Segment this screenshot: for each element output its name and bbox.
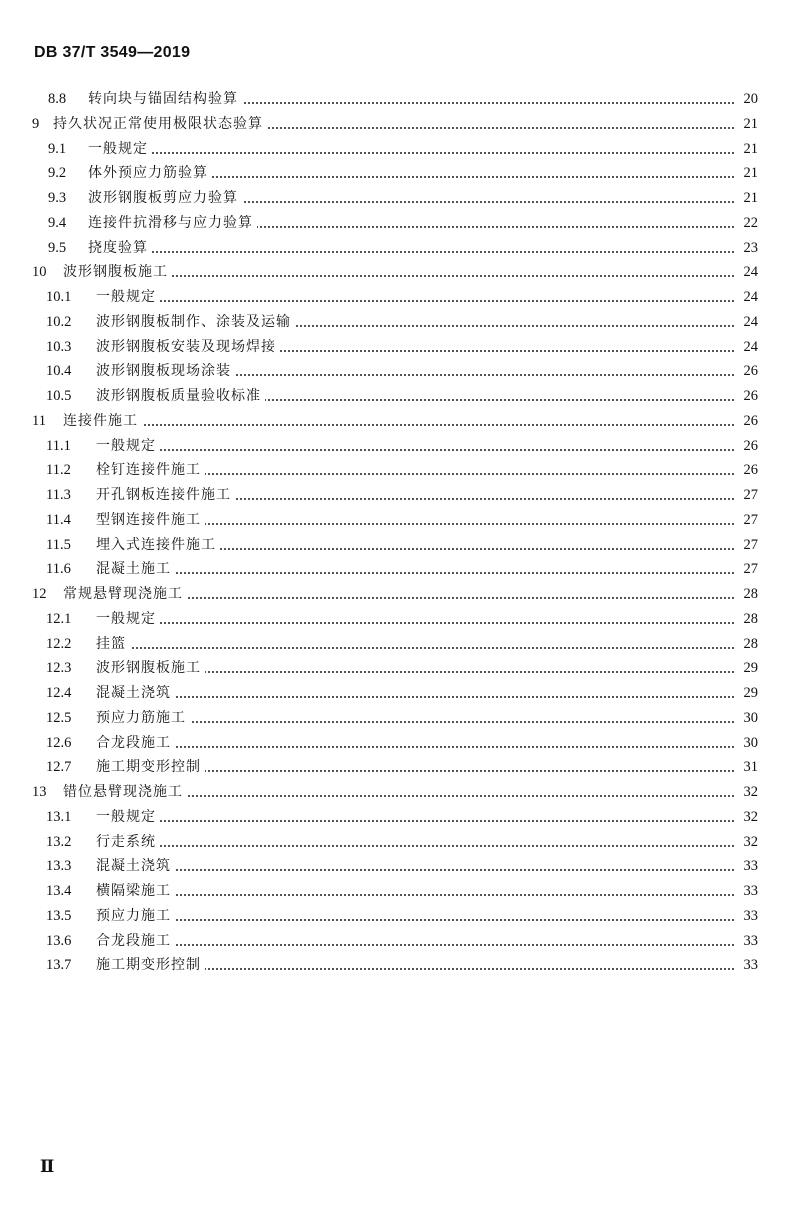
- toc-dot-leader: [120, 152, 734, 154]
- toc-entry-number: 11.3: [46, 487, 71, 503]
- toc-entry-page: 26: [743, 363, 758, 380]
- toc-entry-title: 挂篮: [96, 632, 130, 657]
- toc-entry[interactable]: [0, 681, 790, 706]
- toc-entry-number: 11: [32, 412, 46, 429]
- toc-entry-title: 一般规定: [88, 137, 152, 162]
- toc-dot-leader: [120, 894, 734, 896]
- toc-entry-page: 21: [743, 115, 758, 132]
- toc-entry-number: 10.5: [46, 388, 72, 404]
- toc-entry-page: 30: [743, 709, 758, 726]
- toc-entry-page: 30: [743, 734, 758, 751]
- toc-entry-page: 28: [743, 586, 758, 602]
- toc-entry-number: 11.1: [46, 437, 71, 454]
- toc-entry-number: 10.1: [46, 289, 72, 305]
- toc-entry-number: 11.6: [46, 561, 71, 578]
- toc-dot-leader: [120, 671, 734, 673]
- toc-entry-title: 连接件施工: [63, 409, 142, 434]
- toc-entry-number: 9: [32, 115, 40, 132]
- toc-entry-number: 10.3: [46, 338, 72, 355]
- toc-dot-leader: [120, 275, 734, 277]
- toc-dot-leader: [120, 572, 734, 574]
- toc-entry-page: 28: [743, 610, 758, 627]
- toc-entry-page: 22: [743, 214, 758, 231]
- toc-entry-number: 12.4: [46, 685, 72, 701]
- toc-entry-page: 27: [743, 561, 758, 578]
- toc-entry-number: 13.1: [46, 808, 72, 825]
- toc-dot-leader: [120, 597, 734, 599]
- toc-entry[interactable]: [0, 879, 790, 904]
- toc-entry-page: 32: [743, 784, 758, 800]
- toc-entry[interactable]: [0, 285, 790, 310]
- toc-dot-leader: [120, 845, 734, 847]
- toc-entry-title: 波形钢腹板制作、涂装及运输: [96, 310, 295, 335]
- toc-entry-title: 波形钢腹板剪应力验算: [88, 186, 242, 211]
- toc-entry-page: 21: [743, 190, 758, 206]
- toc-entry-page: 20: [743, 91, 758, 107]
- toc-entry-page: 29: [743, 685, 758, 701]
- toc-dot-leader: [120, 449, 734, 451]
- toc-entry[interactable]: [0, 830, 790, 855]
- toc-entry-title: 合龙段施工: [96, 929, 175, 954]
- toc-entry-page: 27: [743, 536, 758, 553]
- toc-dot-leader: [120, 647, 734, 649]
- toc-dot-leader: [120, 770, 734, 772]
- toc-entry[interactable]: [0, 236, 790, 261]
- toc-entry-page: 28: [743, 635, 758, 652]
- toc-entry-number: 9.1: [48, 140, 67, 157]
- toc-entry[interactable]: [0, 508, 790, 533]
- toc-dot-leader: [120, 473, 734, 475]
- toc-entry-number: 12.7: [46, 759, 72, 776]
- toc-entry-page: 23: [743, 239, 758, 256]
- toc-entry-page: 21: [743, 140, 758, 157]
- toc-entry[interactable]: [0, 953, 790, 978]
- toc-entry[interactable]: [0, 87, 790, 112]
- toc-entry-page: 27: [743, 487, 758, 503]
- toc-entry-page: 26: [743, 388, 758, 404]
- toc-entry-page: 33: [743, 883, 758, 899]
- toc-entry[interactable]: [0, 409, 790, 434]
- toc-entry-number: 9.5: [48, 239, 67, 256]
- toc-entry-page: 24: [743, 338, 758, 355]
- toc-entry-number: 12.6: [46, 734, 72, 751]
- toc-entry-page: 24: [743, 264, 758, 281]
- toc-entry-title: 混凝土浇筑: [96, 854, 175, 879]
- toc-entry-number: 11.2: [46, 462, 71, 479]
- toc-entry-number: 12.5: [46, 709, 72, 726]
- toc-entry[interactable]: [0, 137, 790, 162]
- toc-entry-page: 33: [743, 858, 758, 875]
- toc-entry-title: 型钢连接件施工: [96, 508, 205, 533]
- toc-entry[interactable]: [0, 384, 790, 409]
- toc-entry[interactable]: [0, 582, 790, 607]
- toc-entry-title: 栓钉连接件施工: [96, 458, 205, 483]
- toc-dot-leader: [120, 300, 734, 302]
- toc-entry-number: 12.1: [46, 610, 72, 627]
- toc-entry-title: 埋入式连接件施工: [96, 533, 220, 558]
- toc-dot-leader: [120, 176, 734, 178]
- toc-entry-number: 10.4: [46, 363, 72, 380]
- table-of-contents: [0, 87, 790, 978]
- toc-entry-number: 11.4: [46, 511, 71, 528]
- toc-entry-page: 24: [743, 289, 758, 305]
- toc-entry[interactable]: [0, 533, 790, 558]
- toc-entry-number: 10: [32, 264, 47, 281]
- toc-entry[interactable]: [0, 607, 790, 632]
- toc-entry-page: 24: [743, 313, 758, 330]
- toc-entry[interactable]: [0, 805, 790, 830]
- toc-entry-number: 9.3: [48, 190, 67, 206]
- toc-entry[interactable]: [0, 458, 790, 483]
- document-code-header: DB 37/T 3549—2019: [34, 44, 191, 61]
- toc-entry-number: 13.7: [46, 957, 72, 974]
- toc-entry-page: 27: [743, 511, 758, 528]
- toc-entry-title: 体外预应力筋验算: [88, 161, 212, 186]
- toc-entry-number: 13.6: [46, 932, 72, 949]
- toc-entry[interactable]: [0, 557, 790, 582]
- toc-entry[interactable]: [0, 434, 790, 459]
- toc-entry-number: 9.2: [48, 165, 67, 182]
- toc-dot-leader: [120, 919, 734, 921]
- toc-entry-number: 13.2: [46, 833, 72, 850]
- toc-entry-page: 29: [743, 660, 758, 677]
- toc-dot-leader: [120, 944, 734, 946]
- toc-entry-title: 混凝土浇筑: [96, 681, 175, 706]
- toc-entry[interactable]: [0, 706, 790, 731]
- toc-entry[interactable]: [0, 335, 790, 360]
- toc-entry-title: 施工期变形控制: [96, 755, 205, 780]
- toc-entry-title: 波形钢腹板现场涂装: [96, 359, 235, 384]
- toc-entry-title: 一般规定: [96, 285, 160, 310]
- toc-entry-title: 混凝土施工: [96, 557, 175, 582]
- toc-dot-leader: [120, 968, 734, 970]
- toc-entry[interactable]: [0, 904, 790, 929]
- toc-entry[interactable]: [0, 755, 790, 780]
- toc-entry[interactable]: [0, 854, 790, 879]
- toc-entry-title: 错位悬臂现浇施工: [63, 780, 187, 805]
- toc-dot-leader: [120, 721, 734, 723]
- toc-entry-page: 32: [743, 808, 758, 825]
- toc-entry[interactable]: [0, 260, 790, 285]
- toc-entry-title: 开孔钢板连接件施工: [96, 483, 235, 508]
- toc-entry[interactable]: [0, 483, 790, 508]
- toc-entry-title: 持久状况正常使用极限状态验算: [53, 112, 267, 137]
- toc-entry-title: 行走系统: [96, 830, 160, 855]
- toc-entry-number: 11.5: [46, 536, 71, 553]
- toc-entry-page: 26: [743, 412, 758, 429]
- toc-entry[interactable]: [0, 211, 790, 236]
- toc-dot-leader: [120, 622, 734, 624]
- toc-dot-leader: [120, 424, 734, 426]
- toc-entry-title: 预应力施工: [96, 904, 175, 929]
- toc-entry-number: 13.5: [46, 907, 72, 924]
- toc-entry[interactable]: [0, 161, 790, 186]
- toc-entry-page: 33: [743, 932, 758, 949]
- toc-entry[interactable]: [0, 310, 790, 335]
- toc-dot-leader: [120, 523, 734, 525]
- toc-entry-title: 连接件抗滑移与应力验算: [88, 211, 257, 236]
- toc-entry[interactable]: [0, 186, 790, 211]
- toc-entry-number: 9.4: [48, 214, 67, 231]
- toc-entry-title: 施工期变形控制: [96, 953, 205, 978]
- toc-dot-leader: [120, 869, 734, 871]
- toc-dot-leader: [120, 795, 734, 797]
- toc-entry-number: 12.2: [46, 635, 72, 652]
- toc-entry-title: 常规悬臂现浇施工: [63, 582, 187, 607]
- toc-entry-title: 波形钢腹板安装及现场焊接: [96, 335, 280, 360]
- toc-entry-page: 33: [743, 907, 758, 924]
- toc-entry-title: 波形钢腹板施工: [63, 260, 172, 285]
- toc-entry-page: 26: [743, 437, 758, 454]
- toc-entry-page: 33: [743, 957, 758, 974]
- toc-entry-number: 13.3: [46, 858, 72, 875]
- toc-dot-leader: [120, 251, 734, 253]
- toc-entry-title: 转向块与锚固结构验算: [88, 87, 242, 112]
- toc-entry-title: 预应力筋施工: [96, 706, 190, 731]
- toc-entry[interactable]: [0, 780, 790, 805]
- toc-entry-number: 12.3: [46, 660, 72, 677]
- toc-entry-number: 12: [32, 586, 47, 602]
- toc-entry-page: 32: [743, 833, 758, 850]
- toc-entry[interactable]: [0, 632, 790, 657]
- toc-dot-leader: [120, 696, 734, 698]
- toc-entry[interactable]: [0, 656, 790, 681]
- toc-dot-leader: [120, 820, 734, 822]
- toc-entry[interactable]: [0, 929, 790, 954]
- toc-entry-title: 合龙段施工: [96, 731, 175, 756]
- toc-entry[interactable]: [0, 731, 790, 756]
- page-number-roman: Ⅱ: [40, 1157, 55, 1176]
- toc-entry-title: 一般规定: [96, 805, 160, 830]
- toc-entry-title: 波形钢腹板质量验收标准: [96, 384, 265, 409]
- toc-entry[interactable]: [0, 112, 790, 137]
- toc-entry-title: 一般规定: [96, 607, 160, 632]
- toc-entry-number: 10.2: [46, 313, 72, 330]
- toc-entry-number: 8.8: [48, 91, 67, 107]
- toc-entry[interactable]: [0, 359, 790, 384]
- toc-dot-leader: [120, 746, 734, 748]
- toc-entry-title: 波形钢腹板施工: [96, 656, 205, 681]
- toc-entry-number: 13.4: [46, 883, 72, 899]
- toc-entry-page: 31: [743, 759, 758, 776]
- toc-entry-page: 26: [743, 462, 758, 479]
- toc-entry-page: 21: [743, 165, 758, 182]
- toc-entry-title: 挠度验算: [88, 236, 152, 261]
- toc-entry-title: 横隔梁施工: [96, 879, 175, 904]
- toc-entry-title: 一般规定: [96, 434, 160, 459]
- toc-entry-number: 13: [32, 784, 47, 800]
